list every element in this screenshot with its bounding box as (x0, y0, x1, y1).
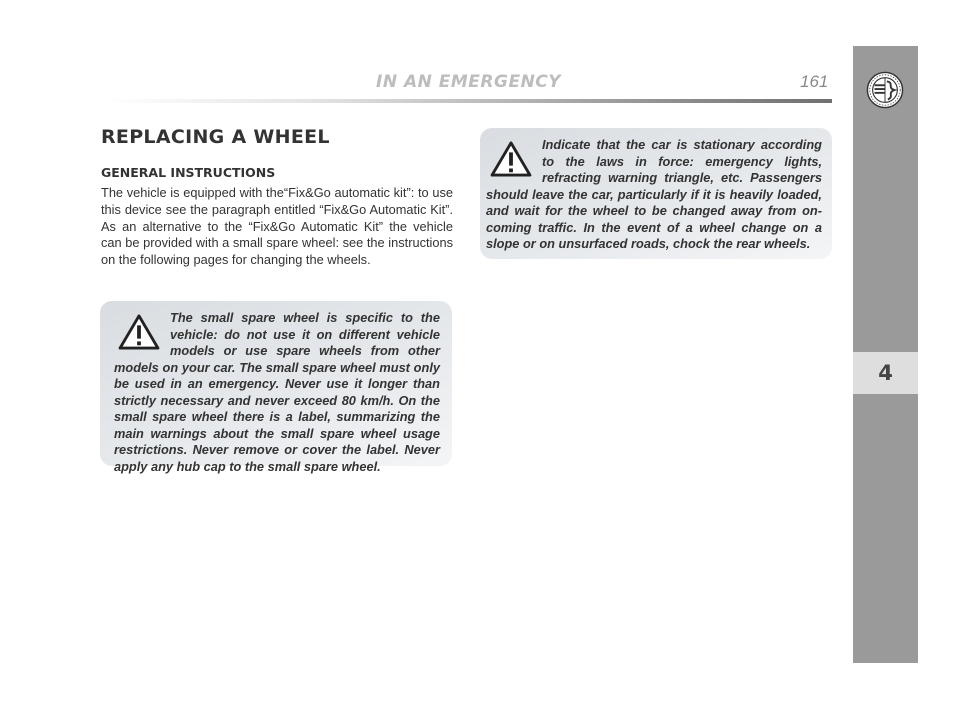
warning-triangle-icon (118, 314, 160, 350)
section-body: The vehicle is equipped with the“Fix&Go automatic kit”: to use this device see the paragraph entitled “Fix&Go Automatic Kit”. As an alternative to the “Fix&Go Automatic Kit” the vehicle can be provided with a small spare wheel: see the instructions on the following pages for changing the wheels. (101, 185, 453, 268)
section-subtitle: GENERAL INSTRUCTIONS (101, 165, 276, 180)
warning-box-stationary (480, 128, 832, 259)
warning-text-stationary: Indicate that the car is stationary according to the laws in force: emergency lights, refracting warning triangle, etc. Passengers should leave the car, particularly if it is heavily loaded, and wait for the wheel to be changed away from on-coming traffic. In the event of a wheel change on a slope or on unsurfaced roads, chock the rear wheels. (486, 137, 822, 251)
section-title: REPLACING A WHEEL (101, 126, 330, 148)
page-number: 161 (800, 72, 829, 91)
warning-paragraph (486, 137, 822, 253)
warning-text-spare-wheel: The small spare wheel is specific to the vehicle: do not use it on different vehicle models or use spare wheels from other models on your car. The small spare wheel must only be used in an emergency. Never use it longer than strictly necessary and never exceed 80 km/h. On the small spare wheel there is a label, summarizing the main warnings about the small spare wheel usage restrictions. Never remove or cover the label. Never apply any hub cap to the small spare wheel. (114, 310, 440, 474)
warning-box-spare-wheel (100, 301, 452, 474)
running-header-title: IN AN EMERGENCY (376, 72, 562, 92)
warning-triangle-icon (490, 141, 532, 177)
header-rule (105, 99, 832, 103)
warning-paragraph (114, 310, 440, 475)
chapter-tab[interactable]: 4 (853, 352, 918, 394)
alfa-romeo-logo-icon (866, 71, 904, 109)
